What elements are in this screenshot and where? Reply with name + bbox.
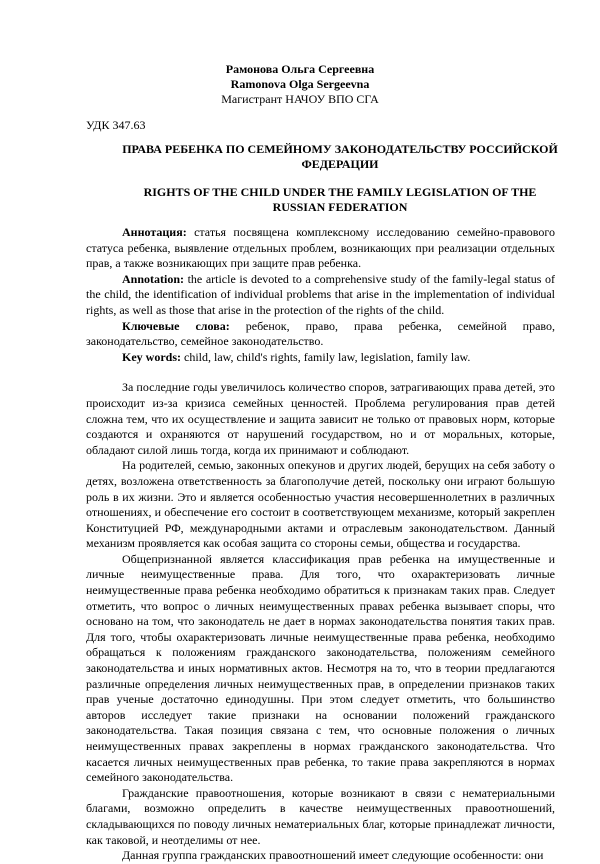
keywords-en-label: Key words:	[122, 349, 181, 364]
author-name-ru: Рамонова Ольга Сергеевна	[225, 62, 375, 76]
udk-code: УДК 347.63	[86, 118, 146, 132]
author-name-en: Ramonova Olga Sergeevna	[230, 77, 370, 91]
paragraph: Данная группа гражданских правоотношений имеет следующие особенности: они	[122, 848, 544, 863]
paragraph: Гражданские правоотношения, которые возникают в связи с нематериальными благами, возможно определить в качестве неимущественных правоотношений, складывающихся по поводу личных нематериальных благ, которые принадлежат личности, как таковой, и неотделимы от нее.	[86, 785, 555, 847]
keywords-en-text: child, law, child's rights, family law, legislation, family law.	[181, 349, 471, 364]
title-en: RIGHTS OF THE CHILD UNDER THE FAMILY LEGISLATION OF THE RUSSIAN FEDERATION	[143, 185, 537, 214]
title-ru: ПРАВА РЕБЕНКА ПО СЕМЕЙНОМУ ЗАКОНОДАТЕЛЬСТВУ РОССИЙСКОЙ ФЕДЕРАЦИИ	[122, 142, 558, 171]
abstract-ru-text: статья посвящена комплексному исследованию семейно-правового статуса ребенка, выявление отдельных проблем, возникающих при реализации отдельных прав, а также возникающих при защите прав ребенка.	[86, 225, 555, 271]
paragraph: Общепризнанной является классификация прав ребенка на имущественные и личные неимущественные права. Для того, что охарактеризовать личные неимущественные права ребенка необходимо обратиться к признакам таких прав. Следует отметить, что вопрос о личных неимущественных правах ребенка вызывает споры, что основано на том, что законодатель не дает в нормах законодательства понятия таких прав. Для того, чтобы охарактеризовать личные неимущественные права ребенка, необходимо обращаться к положениям гражданского законодательства, положениям семейного законодательства и иных нормативных актов. Несмотря на то, что в теории предлагаются различные определения личных неимущественных прав, в определении признаков таких прав ученые достаточно единодушны. При этом следует отметить, что большинство авторов исследует такие признаки на основании положений гражданского законодательства. Такая позиция связана с тем, что основные положения о личных неимущественных правах закреплены в нормах гражданского законодательства. Что касается личных неимущественных прав ребенка, то такие права закрепляются в нормах семейного законодательства.	[86, 551, 555, 785]
abstract-ru	[86, 225, 555, 272]
abstract-en	[86, 272, 555, 319]
keywords-ru-label: Ключевые слова:	[122, 318, 230, 333]
keywords-en	[86, 350, 555, 366]
article-body	[86, 225, 555, 864]
paragraph: На родителей, семью, законных опекунов и других людей, берущих на себя заботу о детях, возложена ответственность за благополучие детей, поскольку они играют большую роль в их жизни. Это и является особенностью участия несовершеннолетних в различных отношениях, и обеспечение его состоит в соответствующем механизме, который закреплен Конституцией РФ, международными актами и отраслевым законодательством. Данный механизм проявляется как особая защита со стороны семьи, общества и государства.	[86, 458, 555, 551]
keywords-ru-text: ребенок, право, права ребенка, семейной право, законодательство, семейное законодательство.	[86, 318, 556, 349]
spacer	[86, 365, 555, 380]
keywords-ru	[86, 319, 555, 350]
paragraph: За последние годы увеличилось количество споров, затрагивающих права детей, это происходит из-за кризиса семейных ценностей. Проблема регулирования прав детей сложна тем, что их осуществление и защита зависит не только от правовых норм, которые создаются и охраняются от нарушений государством, но и от моральных, которые, обладают силой лишь тогда, когда их принимают и соблюдают.	[86, 380, 555, 457]
abstract-en-label: Annotation:	[122, 271, 185, 286]
abstract-ru-label: Аннотация:	[122, 225, 187, 239]
author-block	[180, 62, 420, 107]
author-position: Магистрант НАЧОУ ВПО СГА	[221, 92, 379, 106]
abstract-en-text: the article is devoted to a comprehensive study of the family-legal status of the child, the identification of individual problems that arise in the implementation of individual rights, as well as those that arise in the protection of the rights of the child.	[86, 271, 555, 317]
